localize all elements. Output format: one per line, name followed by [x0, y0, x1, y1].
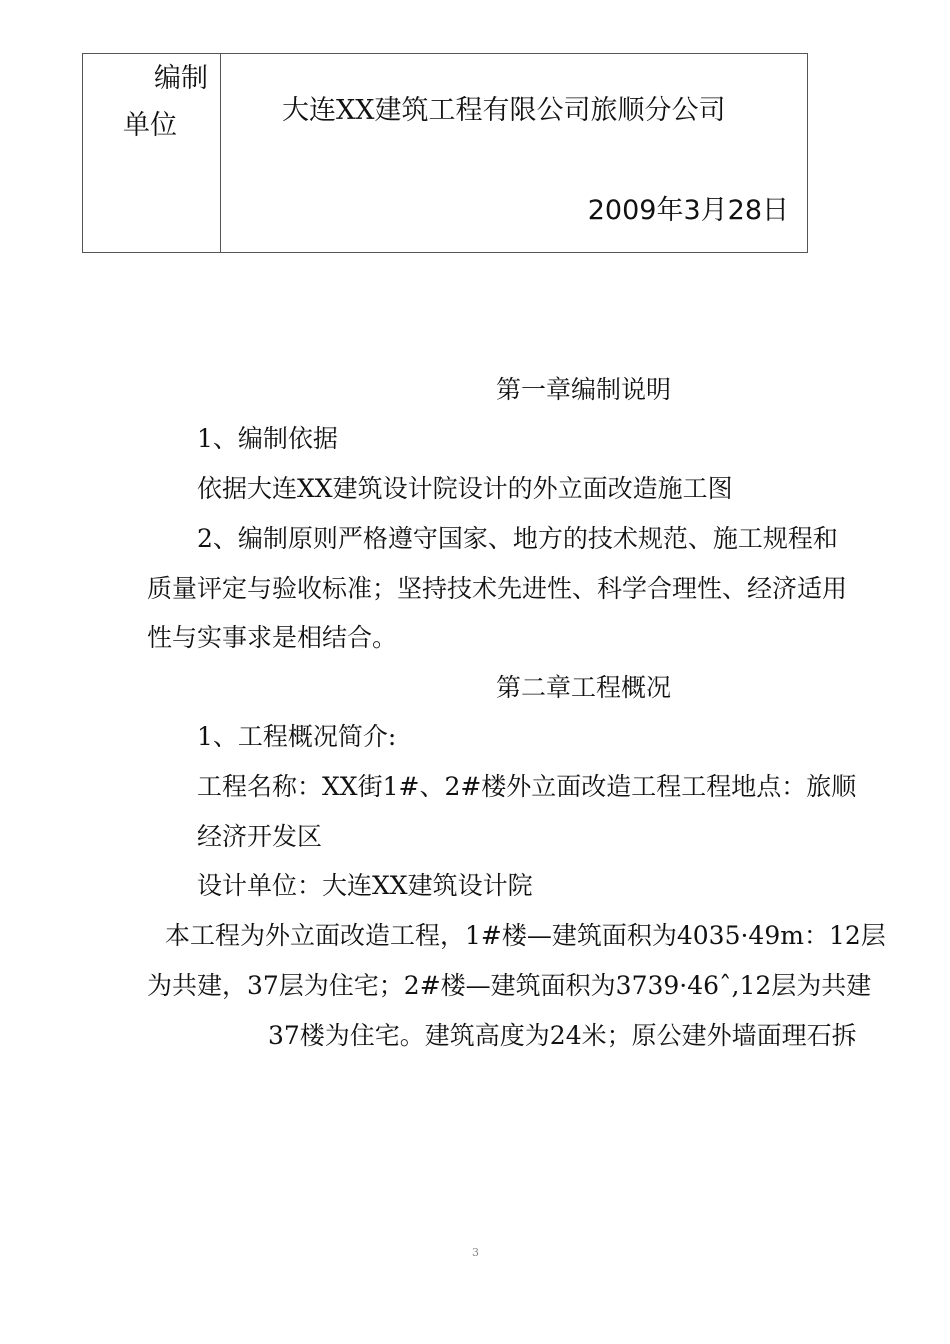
prepared-by-label-line1: 编制 — [154, 63, 208, 94]
chapter1-title: 第一章编制说明 — [496, 375, 672, 404]
document-date: 2009年3月28日 — [587, 195, 789, 226]
design-unit: 设计单位：大连XX建筑设计院 — [197, 871, 533, 900]
basis-heading: 1、编制依据 — [197, 424, 338, 453]
prepared-by-label-line2: 单位 — [123, 110, 177, 141]
description-line1: 本工程为外立面改造工程，1#楼—建筑面积为4035·49m：12层 — [165, 921, 886, 950]
principle-line1: 2、编制原则严格遵守国家、地方的技术规范、施工规程和 — [197, 524, 838, 553]
overview-heading: 1、工程概况简介: — [197, 722, 397, 751]
header-table — [82, 53, 808, 253]
page-number: 3 — [472, 1246, 479, 1259]
basis-text: 依据大连XX建筑设计院设计的外立面改造施工图 — [197, 474, 733, 503]
description-line3: 37楼为住宅。建筑高度为24米；原公建外墙面理石拆 — [268, 1021, 857, 1050]
project-name-line1: 工程名称：XX街1#、2#楼外立面改造工程工程地点：旅顺 — [197, 772, 857, 801]
table-divider — [220, 54, 221, 252]
principle-line3: 性与实事求是相结合。 — [147, 623, 398, 652]
company-name: 大连XX建筑工程有限公司旅顺分公司 — [282, 95, 726, 126]
principle-line2: 质量评定与验收标准；坚持技术先进性、科学合理性、经济适用 — [147, 574, 848, 603]
description-line2: 为共建，37层为住宅；2#楼—建筑面积为3739·46ˆ,12层为共建 — [147, 971, 872, 1000]
chapter2-title: 第二章工程概况 — [496, 673, 672, 702]
project-name-line2: 经济开发区 — [197, 822, 323, 851]
